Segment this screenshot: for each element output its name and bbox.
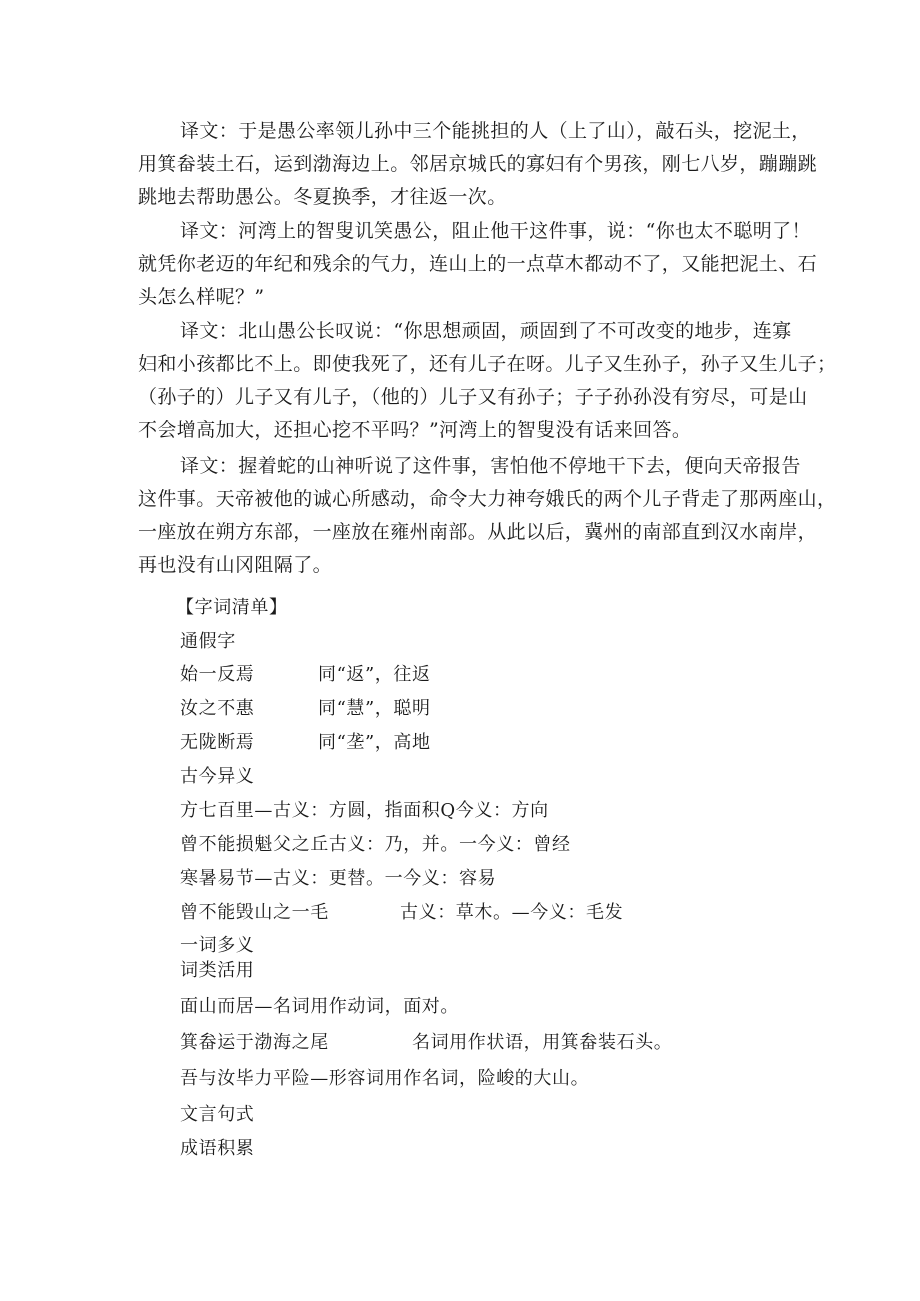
gujin-entry: 曾不能损魁父之丘古义：乃，并。一今义：曾经 bbox=[180, 834, 571, 855]
huoyong-entry-term: 箕畚运于渤海之尾 bbox=[180, 1032, 329, 1053]
tongjia-term: 汝之不惠 bbox=[180, 698, 255, 719]
gujin-heading: 古今异义 bbox=[180, 766, 255, 787]
translation-paragraph-1 bbox=[138, 115, 818, 214]
text-line: 就凭你老迈的年纪和残余的气力，连山上的一点草木都动不了，又能把泥土、石 bbox=[138, 253, 818, 275]
text-line: 一座放在朔方东部，一座放在雍州南部。从此以后，冀州的南部直到汉水南岸， bbox=[138, 521, 818, 543]
huoyong-entry: 面山而居—名词用作动词，面对。 bbox=[180, 996, 459, 1017]
gujin-entry: 寒暑易节—古义：更替。一今义：容易 bbox=[180, 868, 497, 889]
text-line: 译文：北山愚公长叹说：“你思想顽固，顽固到了不可改变的地步，连寡 bbox=[180, 320, 792, 342]
tongjia-note: 同“返”，往返 bbox=[318, 664, 431, 685]
text-line: 不会增高加大，还担心挖不平吗？”河湾上的智叟没有话来回答。 bbox=[138, 419, 692, 441]
word-list-heading: 【字词清单】 bbox=[176, 597, 288, 618]
duoyi-heading: 一词多义 bbox=[180, 935, 255, 956]
huoyong-entry-note: 名词用作状语，用箕畚装石头。 bbox=[412, 1032, 673, 1053]
text-line: 妇和小孩都比不上。即使我死了，还有儿子在呀。儿子又生孙子，孙子又生儿子； bbox=[138, 353, 837, 375]
text-line: 用箕畚装土石，运到渤海边上。邻居京城氏的寡妇有个男孩，刚七八岁，蹦蹦跳 bbox=[138, 153, 818, 175]
huoyong-entry: 吾与汝毕力平险—形容词用作名词，险峻的大山。 bbox=[180, 1068, 590, 1089]
gujin-entry: 方七百里—古义：方圆，指面积Q今义：方向 bbox=[180, 800, 549, 821]
tongjia-term: 始一反焉 bbox=[180, 664, 255, 685]
translation-paragraph-3 bbox=[138, 315, 837, 447]
tongjia-note: 同“慧”，聪明 bbox=[318, 698, 431, 719]
translation-paragraph-4 bbox=[138, 450, 837, 582]
tongjia-heading: 通假字 bbox=[180, 631, 236, 652]
text-line: 译文：握着蛇的山神听说了这件事，害怕他不停地干下去，便向天帝报告 bbox=[180, 455, 801, 477]
text-line: 再也没有山冈阻隔了。 bbox=[138, 554, 333, 576]
translation-paragraph-2 bbox=[138, 215, 818, 314]
text-line: 这件事。天帝被他的诚心所感动，命令大力神夸娥氏的两个儿子背走了那两座山， bbox=[138, 488, 837, 510]
tongjia-term: 无陇断焉 bbox=[180, 732, 255, 753]
chengyu-heading: 成语积累 bbox=[180, 1138, 255, 1159]
text-line: 译文：河湾上的智叟讥笑愚公，阻止他干这件事，说：“你也太不聪明了！ bbox=[180, 220, 811, 242]
text-line: 跳地去帮助愚公。冬夏换季，才往返一次。 bbox=[138, 186, 507, 208]
text-line: （孙子的）儿子又有儿子，（他的）儿子又有孙子；子子孙孙没有穷尽，可是山 bbox=[138, 386, 808, 408]
gujin-entry-note: 古义：草木。—今义：毛发 bbox=[400, 902, 624, 923]
tongjia-note: 同“垄”，高地 bbox=[318, 732, 431, 753]
huoyong-heading: 词类活用 bbox=[180, 960, 255, 981]
gujin-entry-term: 曾不能毁山之一毛 bbox=[180, 902, 329, 923]
text-line: 译文：于是愚公率领儿孙中三个能挑担的人（上了山），敲石头，挖泥土， bbox=[180, 120, 811, 142]
text-line: 头怎么样呢？” bbox=[138, 286, 265, 308]
jushi-heading: 文言句式 bbox=[180, 1104, 255, 1125]
